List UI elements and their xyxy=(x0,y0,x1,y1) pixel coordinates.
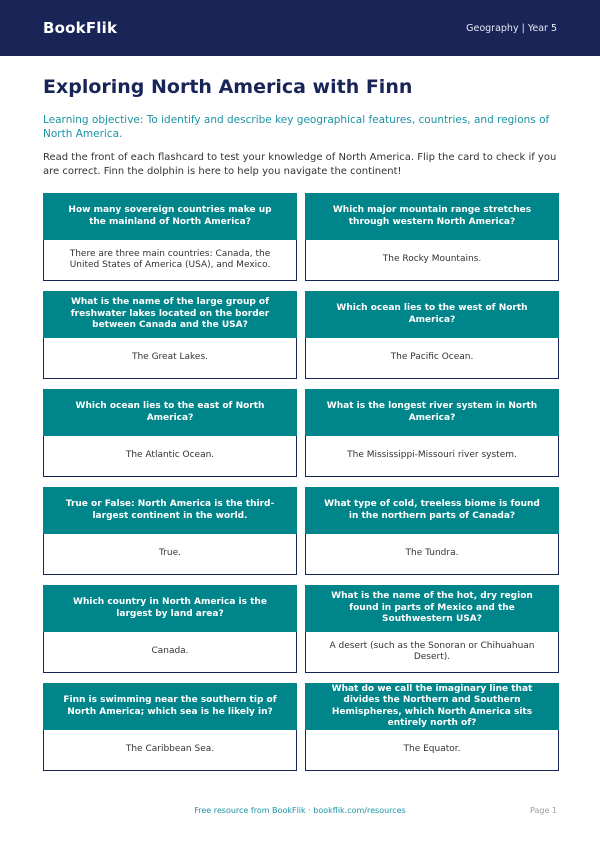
flashcard-front xyxy=(305,585,559,632)
flashcard[interactable] xyxy=(43,585,297,683)
flashcard-answer: The Atlantic Ocean. xyxy=(125,450,215,461)
flashcard[interactable] xyxy=(305,487,559,585)
flashcard-back xyxy=(305,338,559,379)
flashcard[interactable] xyxy=(43,389,297,487)
flashcard-back xyxy=(305,632,559,673)
flashcard-front xyxy=(305,683,559,730)
flashcard[interactable] xyxy=(305,389,559,487)
footer-link[interactable]: Free resource from BookFlik · bookflik.com/resources xyxy=(194,806,406,815)
flashcard-front xyxy=(305,291,559,338)
flashcard-answer: There are three main countries: Canada, the United States of America (USA), and Mexico. xyxy=(69,248,271,270)
flashcard-front xyxy=(305,389,559,436)
page-number: Page 1 xyxy=(530,806,557,815)
flashcard-answer: The Tundra. xyxy=(405,548,459,559)
main-content xyxy=(0,67,600,781)
flashcard-question: What is the name of the large group of freshwater lakes located on the border between Canada and the USA? xyxy=(70,297,270,331)
flashcard-answer: The Great Lakes. xyxy=(131,352,209,363)
flashcard-back xyxy=(43,632,297,673)
flashcard-answer: The Pacific Ocean. xyxy=(390,352,474,363)
flashcard[interactable] xyxy=(305,683,559,781)
flashcard-front xyxy=(305,193,559,240)
flashcard-question: What type of cold, treeless biome is found in the northern parts of Canada? xyxy=(324,499,540,521)
flashcard-question: Which ocean lies to the east of North America? xyxy=(75,401,265,423)
flashcard-back xyxy=(43,240,297,281)
flashcard-question: Finn is swimming near the southern tip of North America; which sea is he likely in? xyxy=(63,695,277,717)
flashcard-answer: The Rocky Mountains. xyxy=(382,254,482,265)
flashcard-back xyxy=(43,436,297,477)
flashcard-answer: The Mississippi-Missouri river system. xyxy=(347,450,517,461)
page-title: Exploring North America with Finn xyxy=(43,76,413,98)
subject-year: Geography | Year 5 xyxy=(466,22,557,34)
flashcard-front xyxy=(43,683,297,730)
flashcard-back xyxy=(305,730,559,771)
page-header xyxy=(0,0,600,56)
flashcard[interactable] xyxy=(43,193,297,291)
flashcard-question: Which country in North America is the largest by land area? xyxy=(73,597,267,619)
flashcard-back xyxy=(43,534,297,575)
flashcard[interactable] xyxy=(305,585,559,683)
intro-text: Read the front of each flashcard to test your knowledge of North America. Flip the card to check if you are correct. Finn the dolphin is here to help you navigate the continent! xyxy=(43,152,557,177)
flashcard-front xyxy=(43,487,297,534)
flashcard[interactable] xyxy=(43,291,297,389)
flashcard-front xyxy=(43,389,297,436)
flashcard-front xyxy=(305,487,559,534)
flashcard-question: How many sovereign countries make up the mainland of North America? xyxy=(68,205,272,227)
flashcard-question: What do we call the imaginary line that divides the Northern and Southern Hemispheres, which North America sits entirely north of? xyxy=(331,683,533,728)
flashcard-back xyxy=(43,730,297,771)
flashcard-question: Which major mountain range stretches through western North America? xyxy=(332,205,532,227)
flashcard-back xyxy=(305,534,559,575)
flashcard-answer: Canada. xyxy=(151,646,189,657)
flashcard-front xyxy=(43,193,297,240)
flashcard-answer: The Caribbean Sea. xyxy=(125,744,215,755)
flashcard-front xyxy=(43,585,297,632)
flashcard[interactable] xyxy=(43,683,297,781)
flashcard-question: What is the longest river system in North America? xyxy=(326,401,538,423)
flashcard-front xyxy=(43,291,297,338)
flashcard-question: Which ocean lies to the west of North America? xyxy=(336,303,528,325)
flashcard-answer: True. xyxy=(159,548,181,559)
flashcard-back xyxy=(305,240,559,281)
flashcard-answer: A desert (such as the Sonoran or Chihuahuan Desert). xyxy=(329,640,535,662)
flashcard-back xyxy=(43,338,297,379)
flashcard-answer: The Equator. xyxy=(403,744,461,755)
flashcard-grid xyxy=(43,193,557,781)
brand-logo[interactable]: BookFlik xyxy=(43,19,118,37)
flashcard[interactable] xyxy=(43,487,297,585)
flashcard[interactable] xyxy=(305,193,559,291)
flashcard-question: What is the name of the hot, dry region found in parts of Mexico and the Southwestern USA? xyxy=(331,591,533,625)
flashcard-back xyxy=(305,436,559,477)
flashcard-question: True or False: North America is the third-largest continent in the world. xyxy=(65,499,275,521)
learning-objective: Learning objective: To identify and describe key geographical features, countries, and regions of North America. xyxy=(43,114,550,140)
flashcard[interactable] xyxy=(305,291,559,389)
